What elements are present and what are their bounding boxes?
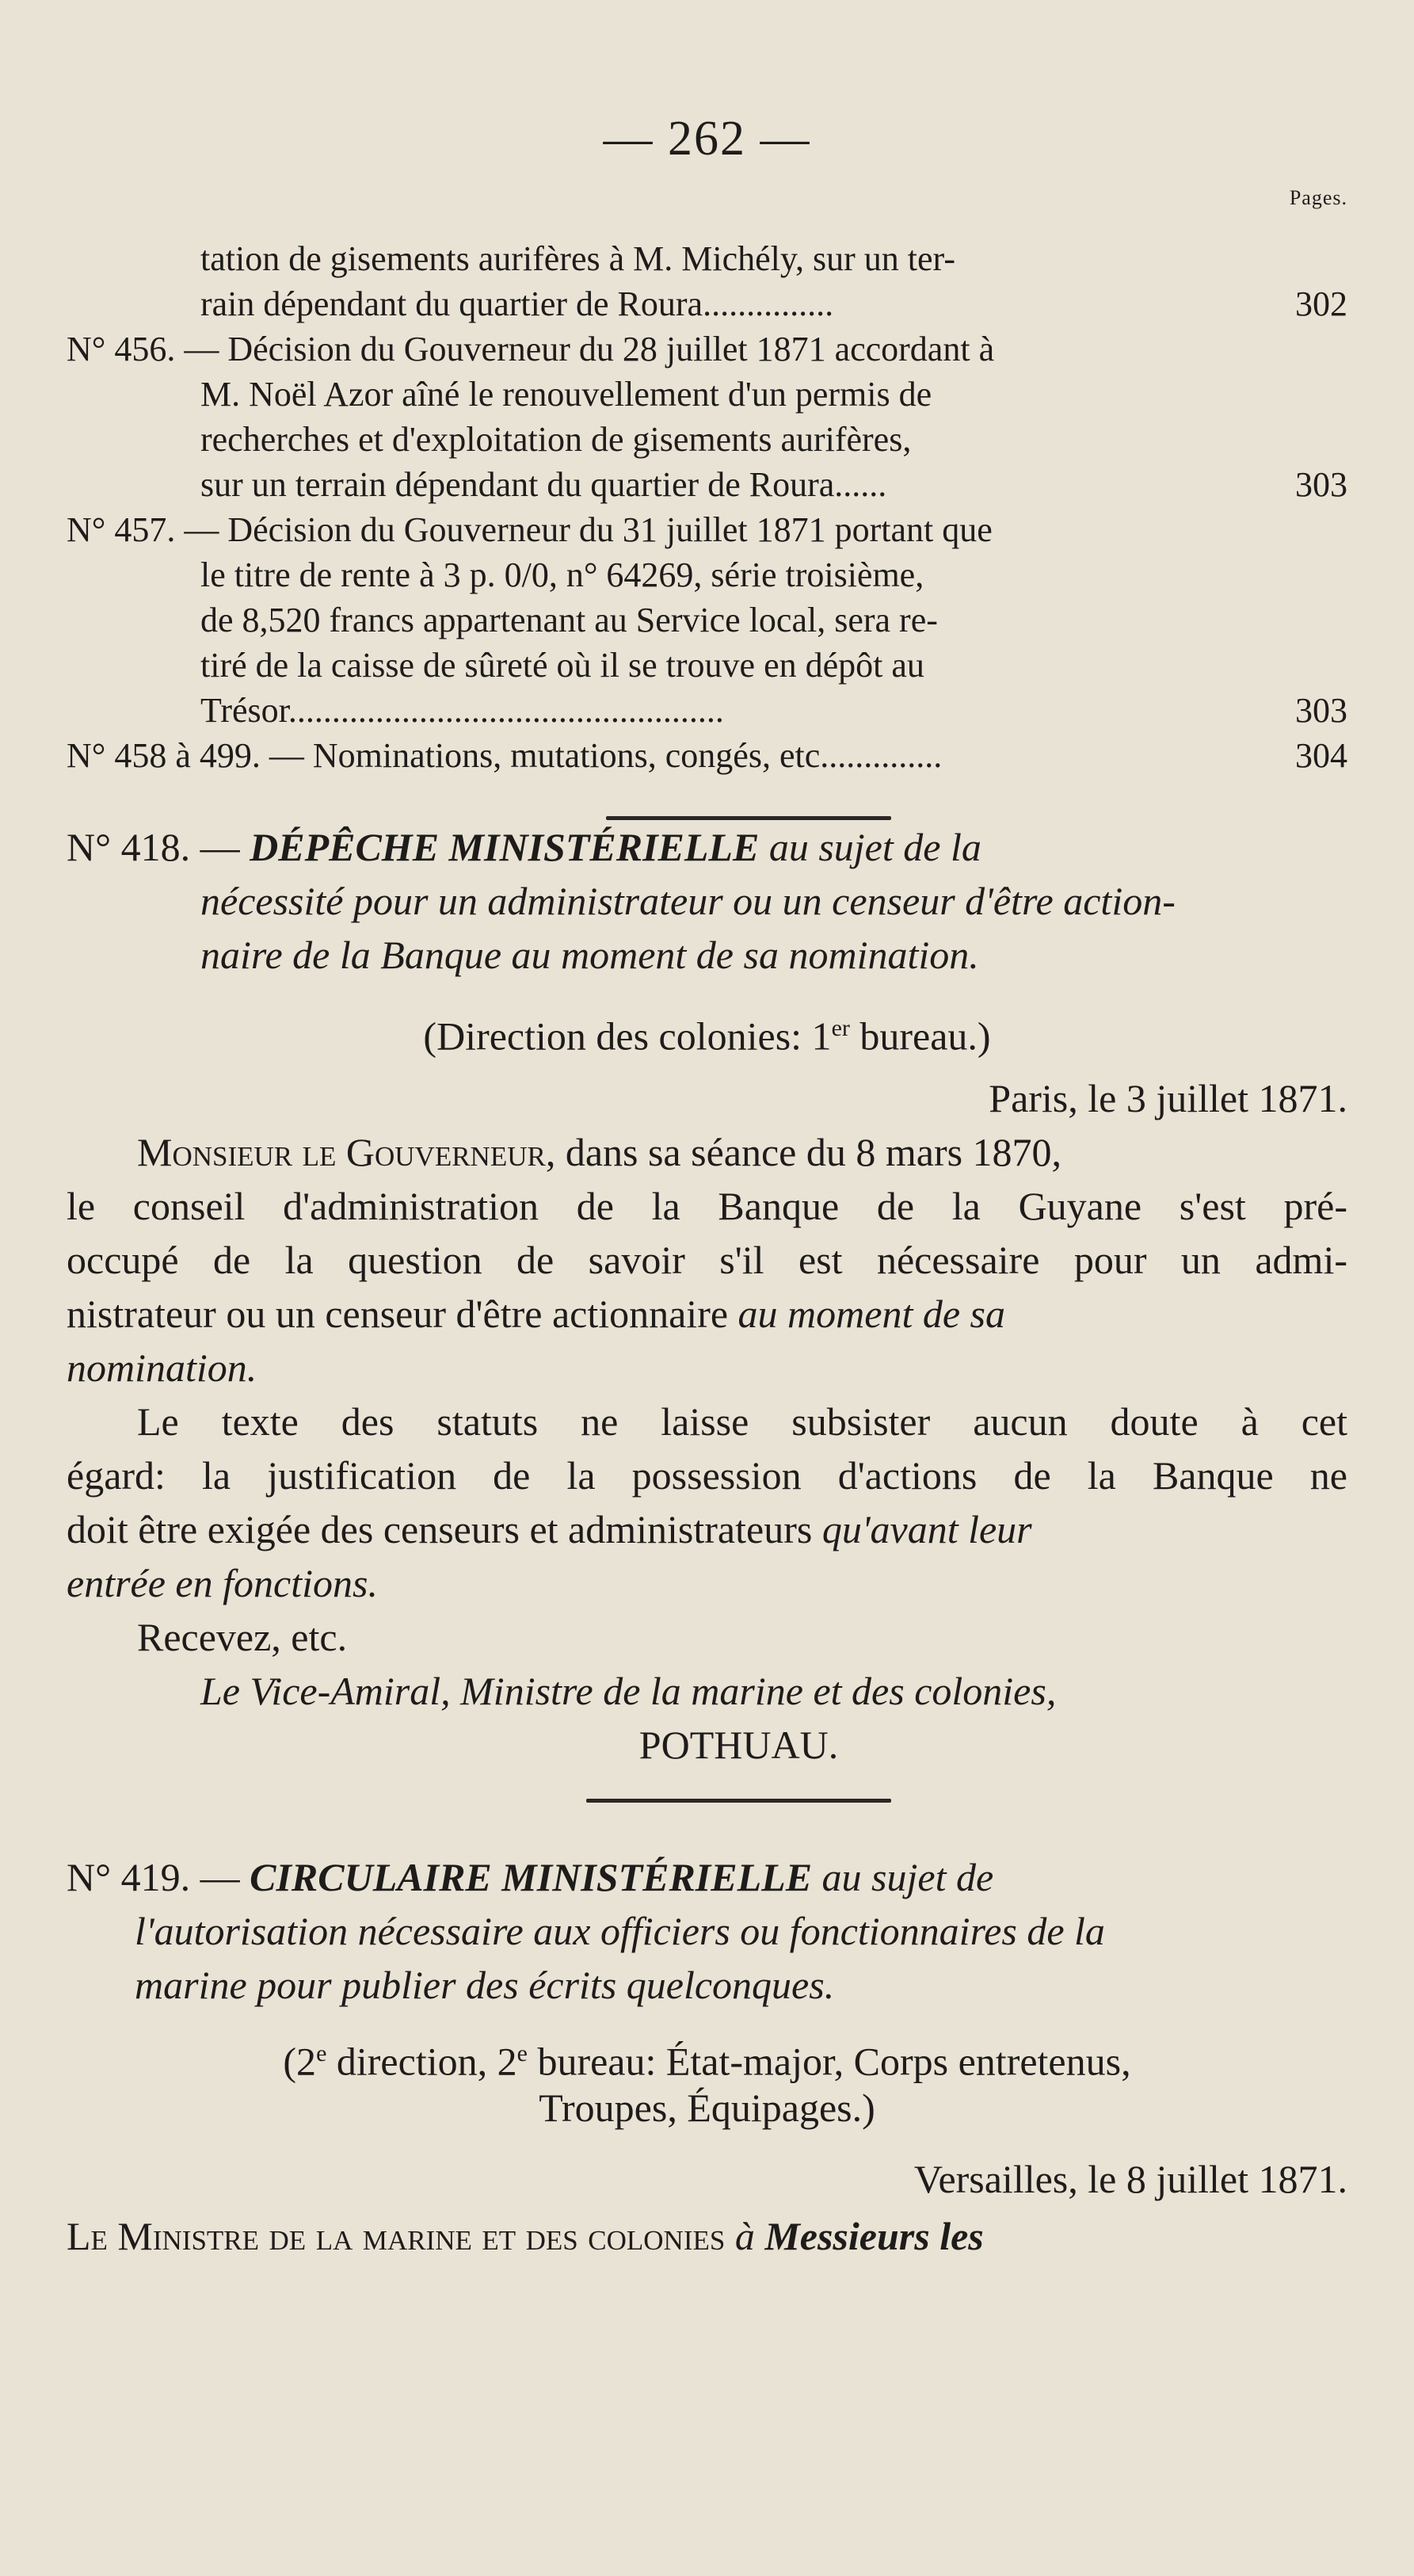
paragraph-line: nomination. xyxy=(67,1345,257,1390)
heading-418 xyxy=(67,820,981,874)
toc-line: rain dépendant du quartier de Roura............... xyxy=(200,284,834,323)
heading-419 xyxy=(67,1850,993,1904)
paragraph-line: Le texte des statuts ne laisse subsister aucun doute à cet xyxy=(137,1399,1347,1444)
doc-title: DÉPÊCHE MINISTÉRIELLE xyxy=(250,825,760,869)
toc-page-number: 304 xyxy=(1295,736,1347,775)
doc-number: N° 419. — xyxy=(67,1855,240,1899)
toc-line: tation de gisements aurifères à M. Michély, sur un ter- xyxy=(200,239,955,278)
toc-line: de 8,520 francs appartenant au Service local, sera re- xyxy=(200,601,938,639)
doc-number: N° 418. — xyxy=(67,825,240,869)
toc-line: sur un terrain dépendant du quartier de Roura...... xyxy=(200,465,887,504)
toc-line: N° 457. — Décision du Gouverneur du 31 juillet 1871 portant que xyxy=(67,510,993,549)
doc-subject: au sujet de la xyxy=(768,825,981,869)
date-line: Paris, le 3 juillet 1871. xyxy=(989,1076,1347,1120)
toc-line: recherches et d'exploitation de gisements aurifères, xyxy=(200,420,912,459)
toc-line: le titre de rente à 3 p. 0/0, n° 64269, série troisième, xyxy=(200,555,924,594)
subject-line: nécessité pour un administrateur ou un censeur d'être action- xyxy=(200,879,1176,923)
pages-column-label: Pages. xyxy=(1289,186,1347,209)
subject-line: l'autorisation nécessaire aux officiers ou fonctionnaires de la xyxy=(135,1909,1105,1953)
direction-line: (Direction des colonies: 1er bureau.) xyxy=(423,1013,991,1059)
subject-line: naire de la Banque au moment de sa nomination. xyxy=(200,933,979,977)
date-line: Versailles, le 8 juillet 1871. xyxy=(913,2157,1347,2201)
paragraph-line: Monsieur le Gouverneur, dans sa séance du 8 mars 1870, xyxy=(137,1130,1062,1174)
paragraph-line: égard: la justification de la possession d'actions de la Banque ne xyxy=(67,1453,1347,1498)
doc-subject: au sujet de xyxy=(821,1855,994,1899)
doc-title: CIRCULAIRE MINISTÉRIELLE xyxy=(250,1855,813,1899)
paragraph-line: Le Ministre de la marine et des colonies à Messieurs les xyxy=(67,2214,984,2258)
signature-name: POTHUAU. xyxy=(638,1723,839,1767)
signature-title: Le Vice-Amiral, Ministre de la marine et des colonies, xyxy=(200,1669,1057,1713)
paragraph-line: nistrateur ou un censeur d'être actionnaire au moment de sa xyxy=(67,1292,1005,1336)
toc-line: Trésor.................................................. xyxy=(200,691,724,730)
toc-page-number: 303 xyxy=(1295,465,1347,504)
section-divider xyxy=(586,1799,891,1803)
paragraph-line: doit être exigée des censeurs et administrateurs qu'avant leur xyxy=(67,1507,1032,1551)
direction-line: (2e direction, 2e bureau: État-major, Corps entretenus, xyxy=(283,2039,1131,2084)
salutation: Monsieur le Gouverneur, xyxy=(137,1130,556,1174)
paragraph-line: occupé de la question de savoir s'il est nécessaire pour un admi- xyxy=(67,1238,1347,1282)
closing-line: Recevez, etc. xyxy=(137,1615,348,1659)
toc-line: tiré de la caisse de sûreté où il se trouve en dépôt au xyxy=(200,646,924,685)
toc-page-number: 303 xyxy=(1295,691,1347,730)
paragraph-line: entrée en fonctions. xyxy=(67,1561,378,1605)
subject-line: marine pour publier des écrits quelconques. xyxy=(135,1963,835,2007)
direction-line: Troupes, Équipages.) xyxy=(539,2086,875,2130)
toc-page-number: 302 xyxy=(1295,284,1347,323)
toc-line: M. Noël Azor aîné le renouvellement d'un permis de xyxy=(200,375,932,414)
paragraph-line: le conseil d'administration de la Banque de la Guyane s'est pré- xyxy=(67,1184,1347,1228)
toc-line: N° 458 à 499. — Nominations, mutations, congés, etc.............. xyxy=(67,736,943,775)
page-number: — 262 — xyxy=(603,112,811,166)
toc-line: N° 456. — Décision du Gouverneur du 28 juillet 1871 accordant à xyxy=(67,330,995,368)
